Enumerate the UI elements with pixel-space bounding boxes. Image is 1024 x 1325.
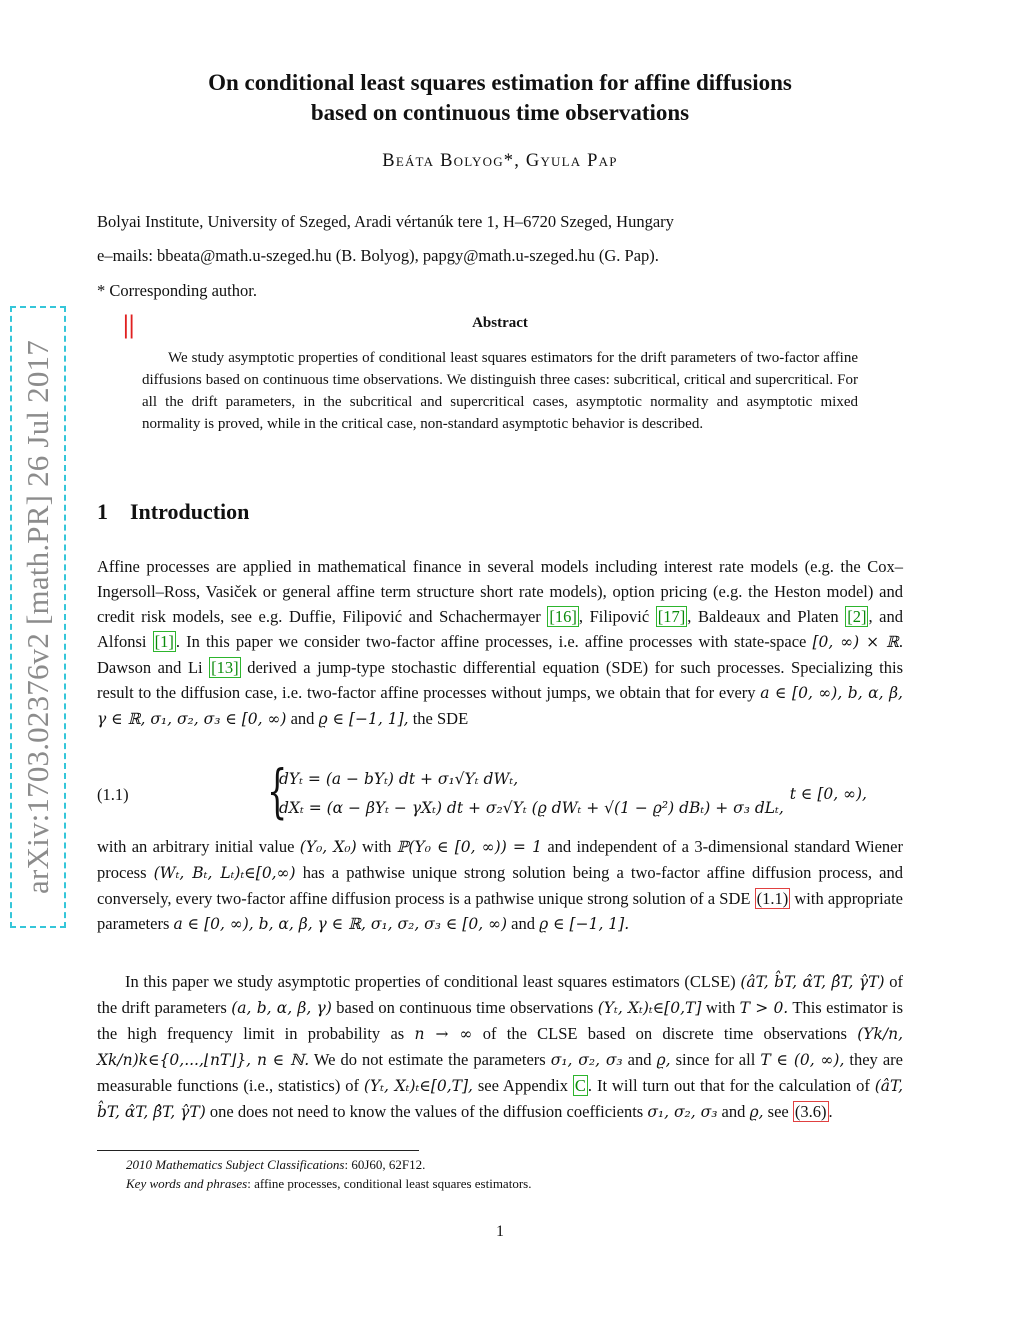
text: , Baldeaux and Platen [687, 607, 846, 626]
footnote-value: : affine processes, conditional least squares estimators. [247, 1176, 532, 1191]
math-inline: (Yₜ, Xₜ)ₜ∈[0,T] [597, 999, 702, 1017]
math-inline: ϱ ∈ [−1, 1], [318, 710, 409, 728]
text: see [763, 1102, 793, 1121]
math-inline: T > 0. [739, 999, 789, 1017]
section-heading [97, 499, 249, 525]
text: . In this paper we consider two-factor affine processes, i.e. affine processes with state-space [175, 632, 813, 651]
paragraph-2 [97, 834, 903, 937]
citation-link[interactable]: [13] [211, 658, 239, 677]
math-inline: ϱ, [656, 1051, 671, 1069]
math-inline: (Wₜ, Bₜ, Lₜ)ₜ∈[0,∞) [153, 864, 296, 882]
text: with an arbitrary initial value [97, 837, 300, 856]
text: and [286, 709, 319, 728]
math-inline: σ₁, σ₂, σ₃ [550, 1051, 623, 1069]
abstract-heading: Abstract [472, 315, 528, 331]
text: and [507, 914, 540, 933]
math-inline: T ∈ (0, ∞), [760, 1051, 845, 1069]
text: of the CLSE based on discrete time observations [472, 1024, 858, 1043]
equation-line-2: dXₜ = (α − βYₜ − γXₜ) dt + σ₂√Yₜ (ϱ dWₜ + √(1 − ϱ²) dBₜ) + σ₃ dLₜ, [279, 799, 784, 817]
footnote-value: : 60J60, 62F12. [344, 1157, 426, 1172]
math-inline: (Yₜ, Xₜ)ₜ∈[0,T], [363, 1077, 473, 1095]
text: with [356, 837, 397, 856]
math-inline: (âT, b̂T, α̂T, β̂T, γ̂T) [740, 973, 885, 991]
text: This estimator is the high frequency limit in probability as [97, 998, 903, 1043]
math-inline: σ₁, σ₂, σ₃ [647, 1103, 718, 1121]
math-inline: (a, b, α, β, γ) [231, 999, 332, 1017]
math-inline: (âT, b̂T, α̂T, β̂T, γ̂T) [97, 1077, 903, 1121]
text: and [717, 1102, 750, 1121]
text: see Appendix [472, 1076, 573, 1095]
equation-line-1: dYₜ = (a − bYₜ) dt + σ₁√Yₜ dWₜ, [279, 770, 519, 788]
footnote-keywords [126, 1176, 531, 1192]
math-inline: n → ∞ [414, 1025, 473, 1043]
equation-condition: t ∈ [0, ∞), [789, 785, 867, 803]
text: and independent of a 3-dimensional standard Wiener process [97, 837, 903, 882]
equation-link[interactable]: (1.1) [756, 889, 789, 908]
appendix-link[interactable]: C [574, 1076, 586, 1095]
page-number: 1 [496, 1223, 504, 1240]
citation-link[interactable]: [16] [549, 607, 577, 626]
footnote-rule [97, 1150, 419, 1151]
text: and [622, 1050, 657, 1069]
equation-1-1 [97, 757, 903, 828]
math-inline: ϱ ∈ [−1, 1]. [539, 915, 630, 933]
authors: Beáta Bolyog*, Gyula Pap [382, 151, 618, 171]
citation-link[interactable]: [2] [847, 607, 867, 626]
text: has a pathwise unique strong solution being a two-factor affine diffusion process, and conversely, every two-factor affine diffusion process is a pathwise unique strong solution of a SDE [97, 863, 903, 908]
text: since for all [670, 1050, 761, 1069]
emails: e–mails: bbeata@math.u-szeged.hu (B. Bolyog), papgy@math.u-szeged.hu (G. Pap). [97, 246, 659, 265]
title-line-2: based on continuous time observations [310, 100, 690, 125]
equation-link[interactable]: (3.6) [794, 1102, 827, 1121]
text: , Filipović [578, 607, 656, 626]
paragraph-3 [97, 969, 903, 1125]
text: they are measurable functions (i.e., statistics) of [97, 1050, 903, 1095]
change-bar-marker: || [123, 310, 135, 339]
text: with [701, 998, 740, 1017]
math-inline: ℙ(Y₀ ∈ [0, ∞)) = 1 [396, 838, 542, 856]
text: . It will turn out that for the calculation of [587, 1076, 875, 1095]
math-inline: (Yk/n, Xk/n)k∈{0,...,⌊nT⌋}, n ∈ ℕ. [97, 1025, 903, 1069]
section-number: 1 [97, 499, 108, 524]
text: , and Alfonsi [97, 607, 904, 651]
paper-title [100, 68, 900, 128]
text: We do not estimate the parameters [309, 1050, 551, 1069]
text: In this paper we study asymptotic properties of conditional least squares estimators (CLSE) [125, 972, 741, 991]
math-inline: [0, ∞) × ℝ [812, 633, 899, 651]
affiliation: Bolyai Institute, University of Szeged, Aradi vértanúk tere 1, H–6720 Szeged, Hungary [97, 212, 674, 231]
math-inline: (Y₀, X₀) [299, 838, 357, 856]
text: one does not need to know the values of the diffusion coefficients [205, 1102, 648, 1121]
abstract-body: We study asymptotic properties of conditional least squares estimators for the drift parameters of two-factor affine diffusions based on continuous time observations. We distinguish three cases: subcritical, critical and supercritical. For all the drift parameters, in the subcritical and supercritical cases, asymptotic normality and asymptotic mixed normality is proved, while in the critical case, non-standard asymptotic behavior is described. [142, 350, 858, 432]
math-inline: a ∈ [0, ∞), b, α, β, γ ∈ ℝ, σ₁, σ₂, σ₃ ∈ [0, ∞) [97, 684, 903, 728]
text: the SDE [408, 709, 469, 728]
footnote-msc [126, 1157, 425, 1173]
math-inline: ϱ, [749, 1103, 764, 1121]
citation-link[interactable]: [1] [154, 632, 174, 651]
paragraph-1 [97, 554, 903, 732]
text: based on continuous time observations [331, 998, 598, 1017]
section-title: Introduction [130, 499, 250, 524]
text: with appropriate parameters [97, 889, 903, 933]
equation-label: (1.1) [97, 785, 129, 804]
text: . Dawson and Li [97, 632, 904, 677]
text: . [828, 1102, 833, 1121]
title-line-1: On conditional least squares estimation for affine diffusions [208, 70, 792, 95]
text: of the drift parameters [97, 972, 904, 1017]
math-inline: a ∈ [0, ∞), b, α, β, γ ∈ ℝ, σ₁, σ₂, σ₃ ∈ [0, ∞) [173, 915, 508, 933]
brace-icon: { [267, 757, 288, 825]
footnote-label: Key words and phrases [126, 1176, 248, 1191]
footnote-label: 2010 Mathematics Subject Classifications [126, 1157, 345, 1172]
citation-link[interactable]: [17] [657, 607, 686, 626]
corresponding-author: * Corresponding author. [97, 281, 257, 300]
arxiv-stamp-text: arXiv:1703.02376v2 [math.PR] 26 Jul 2017 [20, 340, 55, 894]
text: derived a jump-type stochastic differential equation (SDE) for such processes. Specializing this result to the diffusion case, i.e. two-factor affine processes without jumps, we obtain that for every [97, 658, 903, 702]
text: Affine processes are applied in mathematical finance in several models including interest rate models (e.g. the Cox–Ingersoll–Ross, Vasiček or general affine term structure short rate models), option pricing (e.g. the Heston model) and credit risk models, see e.g. Duffie, Filipović and Schachermayer [97, 557, 903, 626]
arxiv-stamp[interactable] [10, 306, 66, 928]
